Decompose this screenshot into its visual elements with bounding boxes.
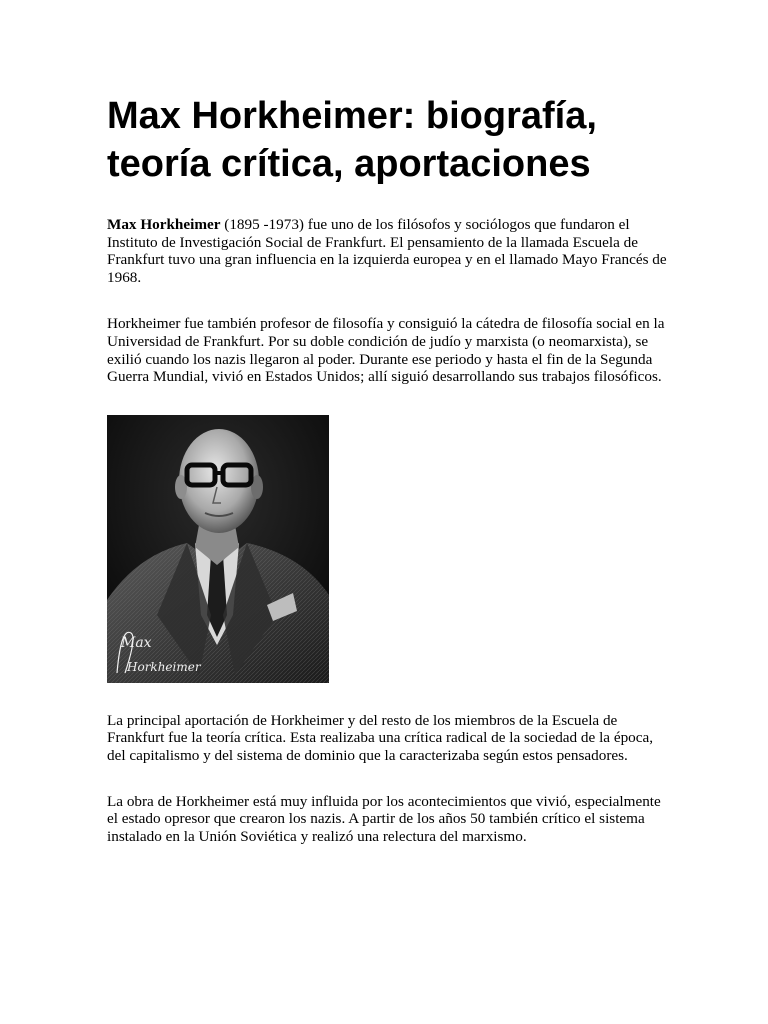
article-title [107,92,667,188]
paragraph-2: Horkheimer fue también profesor de filosofía y consiguió la cátedra de filosofía social en la Universidad de Frankfurt. Por su doble condición de judío y marxista (o neomarxista), se exilió cuando los nazis llegaron al poder. Durante ese periodo y hasta el fin de la Segunda Guerra Mundial, vivió en Estados Unidos; allí siguió desarrollando sus trabajos filosóficos. [107,315,665,386]
portrait-illustration [107,415,329,683]
paragraph-3: La principal aportación de Horkheimer y del resto de los miembros de la Escuela de Frankfurt fue la teoría crítica. Esta realizaba una crítica radical de la sociedad de la época, del capitalismo y del sistema de dominio que la caracterizaba según estos pensadores. [107,711,654,764]
intro-paragraph [107,216,667,286]
signature-line-2: Horkheimer [127,659,201,674]
title-line-1: Max Horkheimer: biografía, [107,95,597,137]
intro-bold-name: Max Horkheimer [107,216,221,233]
paragraph-4: La obra de Horkheimer está muy influida por los acontecimientos que vivió, especialmente el estado opresor que crearon los nazis. A partir de los años 50 también crítico el sistema instalado en la Unión Soviética y realizó una relectura del marxismo. [107,792,661,845]
title-line-2: teoría crítica, aportaciones [107,143,591,185]
signature-line-1: Max [121,634,152,651]
portrait-photo [107,415,329,683]
intro-text: (1895 -1973) fue uno de los filósofos y sociólogos que fundaron el Instituto de Investigación Social de Frankfurt. El pensamiento de la llamada Escuela de Frankfurt tuvo una gran influencia en la izquierda europea y en el llamado Mayo Francés de 1968. [107,216,667,286]
article [107,92,667,845]
head [179,429,259,533]
